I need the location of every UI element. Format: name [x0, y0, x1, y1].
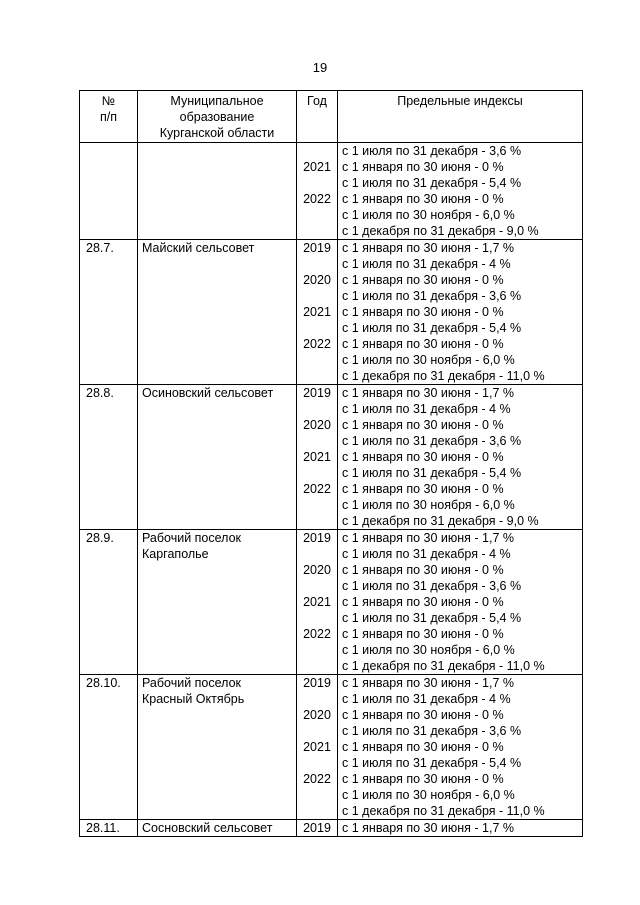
year-value	[297, 288, 337, 304]
year-value: 2019	[303, 531, 331, 545]
year-value: 2019	[303, 386, 331, 400]
table-row	[80, 675, 583, 820]
header-indices	[338, 91, 583, 143]
year-value: 2021	[303, 450, 331, 464]
year-value	[297, 368, 337, 384]
row-number: 28.10.	[86, 676, 121, 690]
index-line: с 1 января по 30 июня - 0 %	[342, 337, 504, 351]
municipality-cell	[138, 530, 297, 675]
year-value: 2022	[303, 772, 331, 786]
index-line: с 1 декабря по 31 декабря - 11,0 %	[342, 659, 545, 673]
year-value: 2019	[303, 821, 331, 835]
header-municipality-line: Муниципальное	[170, 94, 264, 108]
row-number: 28.9.	[86, 531, 114, 545]
year-value: 2022	[303, 192, 331, 206]
table-row	[80, 385, 583, 530]
index-line: с 1 июля по 31 декабря - 3,6 %	[342, 579, 522, 593]
municipality-name-line: Рабочий поселок	[142, 676, 242, 690]
year-value: 2021	[303, 305, 331, 319]
index-line: с 1 января по 30 июня - 1,7 %	[342, 676, 514, 690]
header-num	[80, 91, 138, 143]
index-line: с 1 января по 30 июня - 0 %	[342, 708, 504, 722]
row-number: 28.8.	[86, 386, 114, 400]
table-body	[80, 143, 583, 837]
index-line: с 1 января по 30 июня - 0 %	[342, 418, 504, 432]
year-value	[297, 497, 337, 513]
header-municipality	[138, 91, 297, 143]
municipality-name-line: Майский сельсовет	[142, 241, 255, 255]
year-value	[297, 691, 337, 707]
year-value: 2020	[303, 273, 331, 287]
year-cell	[297, 530, 338, 675]
index-line: с 1 июля по 31 декабря - 4 %	[342, 257, 511, 271]
indices-cell	[338, 530, 583, 675]
index-line: с 1 июля по 31 декабря - 3,6 %	[342, 289, 522, 303]
table-row	[80, 820, 583, 837]
table-header-row	[80, 91, 583, 143]
year-value	[297, 256, 337, 272]
index-line: с 1 января по 30 июня - 0 %	[342, 772, 504, 786]
year-cell	[297, 385, 338, 530]
tariff-index-table	[79, 90, 583, 837]
year-value: 2020	[303, 418, 331, 432]
year-value	[297, 433, 337, 449]
year-cell	[297, 675, 338, 820]
index-line: с 1 июля по 31 декабря - 3,6 %	[342, 144, 522, 158]
index-line: с 1 июля по 31 декабря - 4 %	[342, 547, 511, 561]
index-line: с 1 июля по 30 ноября - 6,0 %	[342, 208, 515, 222]
index-line: с 1 июля по 31 декабря - 5,4 %	[342, 756, 522, 770]
year-value	[297, 578, 337, 594]
year-value	[297, 465, 337, 481]
index-line: с 1 января по 30 июня - 0 %	[342, 160, 504, 174]
header-num-line: п/п	[99, 110, 117, 124]
year-value	[297, 658, 337, 674]
year-value	[297, 207, 337, 223]
index-line: с 1 января по 30 июня - 0 %	[342, 305, 504, 319]
index-line: с 1 января по 30 июня - 0 %	[342, 740, 504, 754]
index-line: с 1 июля по 31 декабря - 5,4 %	[342, 466, 522, 480]
header-indices-label: Предельные индексы	[397, 94, 523, 108]
index-line: с 1 января по 30 июня - 0 %	[342, 563, 504, 577]
index-line: с 1 июля по 31 декабря - 5,4 %	[342, 611, 522, 625]
table-row	[80, 240, 583, 385]
year-value	[297, 755, 337, 771]
year-value	[297, 223, 337, 239]
index-line: с 1 июля по 31 декабря - 4 %	[342, 692, 511, 706]
indices-cell	[338, 675, 583, 820]
row-number-cell	[80, 143, 138, 240]
header-num-line: №	[101, 94, 116, 108]
year-value: 2021	[303, 160, 331, 174]
municipality-name-line: Рабочий поселок	[142, 531, 242, 545]
year-value	[297, 610, 337, 626]
row-number	[86, 143, 137, 159]
index-line: с 1 июля по 30 ноября - 6,0 %	[342, 643, 515, 657]
header-year	[297, 91, 338, 143]
index-line: с 1 июля по 30 ноября - 6,0 %	[342, 788, 515, 802]
index-line: с 1 июля по 31 декабря - 3,6 %	[342, 434, 522, 448]
index-line: с 1 июля по 31 декабря - 4 %	[342, 402, 511, 416]
year-value: 2019	[303, 241, 331, 255]
year-value	[297, 352, 337, 368]
municipality-cell	[138, 240, 297, 385]
row-number-cell	[80, 530, 138, 675]
index-line: с 1 января по 30 июня - 1,7 %	[342, 821, 514, 835]
year-value: 2021	[303, 595, 331, 609]
year-cell	[297, 820, 338, 837]
index-line: с 1 декабря по 31 декабря - 11,0 %	[342, 369, 545, 383]
municipality-name-line: Сосновский сельсовет	[142, 821, 273, 835]
index-line: с 1 декабря по 31 декабря - 11,0 %	[342, 804, 545, 818]
year-value: 2019	[303, 676, 331, 690]
year-value	[297, 723, 337, 739]
row-number-cell	[80, 385, 138, 530]
index-line: с 1 января по 30 июня - 0 %	[342, 595, 504, 609]
year-value: 2022	[303, 482, 331, 496]
year-value	[297, 546, 337, 562]
index-line: с 1 декабря по 31 декабря - 9,0 %	[342, 224, 539, 238]
index-line: с 1 января по 30 июня - 1,7 %	[342, 531, 514, 545]
year-value	[297, 175, 337, 191]
year-value: 2022	[303, 337, 331, 351]
row-number-cell	[80, 675, 138, 820]
index-line: с 1 июля по 31 декабря - 3,6 %	[342, 724, 522, 738]
municipality-cell	[138, 820, 297, 837]
table-row	[80, 143, 583, 240]
municipality-name-line: Каргаполье	[142, 547, 209, 561]
year-cell	[297, 143, 338, 240]
index-line: с 1 января по 30 июня - 1,7 %	[342, 386, 514, 400]
year-value: 2021	[303, 740, 331, 754]
table-row	[80, 530, 583, 675]
municipality-cell	[138, 385, 297, 530]
index-line: с 1 января по 30 июня - 1,7 %	[342, 241, 514, 255]
index-line: с 1 июля по 31 декабря - 5,4 %	[342, 176, 522, 190]
row-number: 28.11.	[86, 821, 120, 835]
year-value: 2020	[303, 708, 331, 722]
indices-cell	[338, 143, 583, 240]
year-value	[297, 513, 337, 529]
indices-cell	[338, 385, 583, 530]
year-value	[297, 143, 337, 159]
municipality-cell	[138, 675, 297, 820]
municipality-name-line: Осиновский сельсовет	[142, 386, 274, 400]
header-municipality-line: образование	[179, 110, 255, 124]
municipality-name-line: Красный Октябрь	[142, 692, 245, 706]
row-number-cell	[80, 240, 138, 385]
index-line: с 1 июля по 30 ноября - 6,0 %	[342, 498, 515, 512]
row-number-cell	[80, 820, 138, 837]
year-value: 2020	[303, 563, 331, 577]
index-line: с 1 июля по 30 ноября - 6,0 %	[342, 353, 515, 367]
municipality-cell	[138, 143, 297, 240]
index-line: с 1 января по 30 июня - 0 %	[342, 482, 504, 496]
year-value	[297, 642, 337, 658]
year-value: 2022	[303, 627, 331, 641]
index-line: с 1 января по 30 июня - 0 %	[342, 273, 504, 287]
page-number: 19	[312, 60, 328, 75]
year-value	[297, 787, 337, 803]
header-municipality-line: Курганской области	[159, 126, 275, 140]
indices-cell	[338, 820, 583, 837]
row-number: 28.7.	[86, 241, 114, 255]
indices-cell	[338, 240, 583, 385]
header-year-label: Год	[307, 94, 327, 108]
year-value	[297, 401, 337, 417]
index-line: с 1 января по 30 июня - 0 %	[342, 192, 504, 206]
year-cell	[297, 240, 338, 385]
index-line: с 1 января по 30 июня - 0 %	[342, 450, 504, 464]
index-line: с 1 января по 30 июня - 0 %	[342, 627, 504, 641]
year-value	[297, 803, 337, 819]
year-value	[297, 320, 337, 336]
index-line: с 1 декабря по 31 декабря - 9,0 %	[342, 514, 539, 528]
index-line: с 1 июля по 31 декабря - 5,4 %	[342, 321, 522, 335]
